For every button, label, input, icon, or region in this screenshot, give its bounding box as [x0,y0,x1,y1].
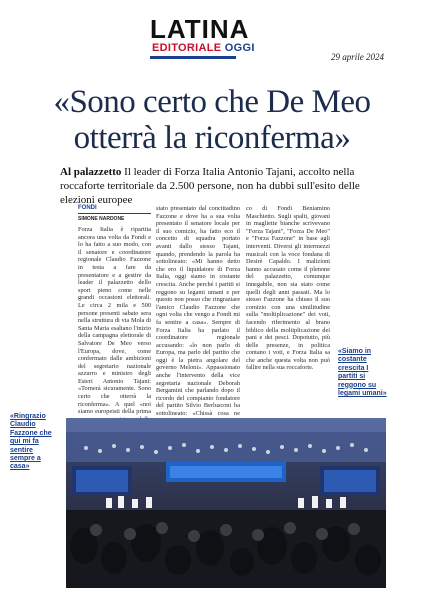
logo-oggi: OGGI [224,42,255,54]
section-rule [78,213,151,214]
newspaper-logo-subtitle [152,42,255,54]
pull-quote-right: «Siamo in costante crescita I partiti si reggono su legami umani» [338,348,387,398]
column-text: stato presentato dal concittadino Fazzone e dove ha a sua volta presentato il senatore locale per il suo comizio, ha fatto eco il concetto di squadra portato avanti dallo stesso Tajani, quando, prendendo la parola ha sottolineato: «Mi hanno detto che ero il liquidatore di Forza Italia, oggi siamo in costante crescita. Anche perché i partiti si reggono su legami umani e per questo non posso che ringraziare l'amico Claudio Fazzone che ogni volta che vengo a Fondi mi fa sentire a casa». Sempre di Forza Italia ha parlato il coordinatore regionale accusando: «lo non parlo di Europa, ma parlo del partito che oggi è la pietra angolare del governo Meloni». Appassionato anche l'intervento della vice segretaria nazionale Deborah Bergamini che parlando dopo il ricordo del compianto fondatore del partito Silvio Berlusconi ha sottolineato: «Chissà cosa ne [156,205,240,418]
newspaper-logo: LATINA [150,14,250,44]
column-text: Forza Italia è ripartita ancora una volta da Fondi e lo ha fatto a suo modo, con il senatore e coordinatore regionale Claudio Fazzone in testa a fare da presentatore e a gestire da leader il palazzetto dello sport pieno come nelle grandi occasioni elettorali. Le circa 2 mila e 500 persone presenti sabato sera nella struttura di via Mola di Santa Maria esaltano l'inizio della campagna elettorale di Salvatore De Meo verso l'Europa, dove, come confermato dalle ambizioni del segretario nazionale azzurro e ministro degli Esteri Antonio Tajani: «Tornerà sicuramente. Sono certo che otterrà la riconferma». A quel «noi siamo europeisti della prima [78,226,151,416]
column-text: co di Fondi Beniamino Maschietto. Sugli spalti, giovani in magliette bianche scrivevano "Forza Tajani", "Forza De Meo" e "Forza Fazzone" in base agli interventi. Diversi gli intermezzi musicali con la voce fondana di Desirè Capaldo. I malizioni hanno accusato come il plenone del palazzetto, comunque innegabile, non sia stato come quelli degli anni passati. Ma lo stesso Fazzone ha chiuso il suo comizio con una similitudine sulla "moltiplicazione" dei voti, facendo riferimento al brano biblico della moltiplicazione dei pani e dei pesci. Dopotutto, più delle presenze, in politica contano i voti, e Forza Italia sa che anche questa volta non può fallire nella sua roccaforte. [246,205,330,372]
article-column-1 [78,205,151,446]
subhead-text: Il leader di Forza Italia Antonio Tajani, accolto nella roccaforte territoriale da 2.500 persone, non ha dubbi sull'esito delle elezioni europee [60,166,360,206]
masthead [0,0,424,64]
article-column-3 [246,205,330,372]
logo-editoriale: EDITORIALE [152,42,222,54]
headline: «Sono certo che De Meo otterrà la riconferma» [53,84,371,156]
subheadline [60,165,380,207]
pull-quote-left: «Ringrazio Claudio Fazzone che qui mi fa sentire sempre a casa» [10,413,52,471]
subhead-lead: Al palazzetto [60,166,122,178]
logo-underline [150,56,236,59]
byline: SIMONE NARDONE [78,216,125,222]
photo-illustration [66,418,386,588]
event-photo [66,418,386,588]
publication-date: 29 aprile 2024 [331,52,384,62]
section-label: FONDI [78,205,97,211]
